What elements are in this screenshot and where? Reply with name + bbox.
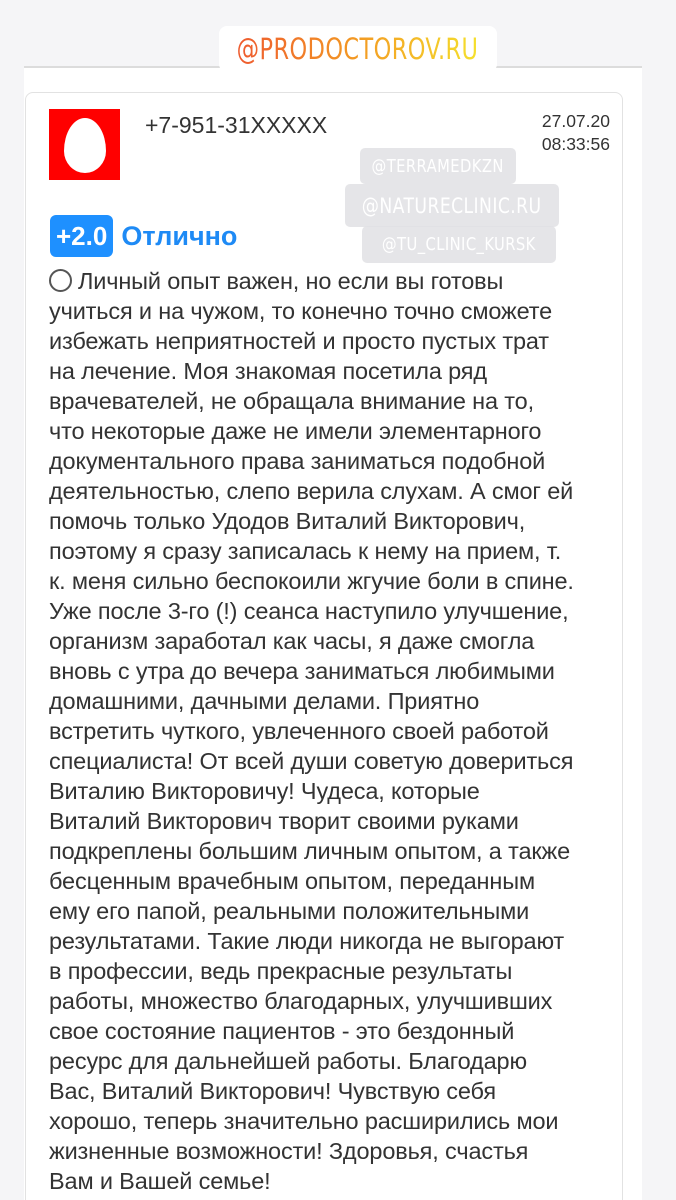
review-line: Вас, Виталий Викторович! Чувствую себя	[49, 1078, 496, 1104]
review-line: специалиста! От всей души советую довериться	[49, 748, 574, 774]
review-line: учиться и на чужом, то конечно точно сможете	[49, 298, 552, 324]
review-line: избежать неприятностей и просто пустых трат	[49, 328, 549, 354]
author-avatar	[49, 109, 120, 180]
watermark-tu-clinic-kursk: @TU_CLINIC_KURSK	[362, 226, 556, 263]
review-line: жизненные возможности! Здоровья, счастья	[49, 1138, 529, 1164]
review-line: что некоторые даже не имели элементарного	[49, 418, 542, 444]
rating-label: Отлично	[121, 220, 238, 251]
review-line: деятельностью, слепо верила слухам. А смог ей	[49, 478, 574, 504]
review-line: свое состояние пациентов - это бездонный	[49, 1018, 515, 1044]
review-line: подкреплены большим личным опытом, а также	[49, 838, 570, 864]
review-line: помочь только Удодов Виталий Викторович,	[49, 508, 526, 534]
review-line: ресурс для дальнейшей работы. Благодарю	[49, 1048, 527, 1074]
review-line: Личный опыт важен, но если вы готовы	[49, 266, 629, 296]
review-line: хорошо, теперь значительно расширились мои	[49, 1108, 559, 1134]
review-line: вновь с утра до вечера заниматься любимыми	[49, 658, 555, 684]
review-line: встретить чуткого, увлеченного своей работой	[49, 718, 549, 744]
review-line: к. меня сильно беспокоили жгучие боли в спине.	[49, 568, 574, 594]
circle-icon	[49, 269, 72, 292]
review-time: 08:33:56	[541, 134, 610, 154]
review-line: организм заработал как часы, я даже смогла	[49, 628, 535, 654]
rating	[50, 215, 237, 257]
author-phone: +7-951-31XXXXX	[145, 112, 328, 138]
egg-logo-icon	[64, 118, 106, 173]
review-line: документального права заниматься подобной	[49, 448, 546, 474]
review-line: результатами. Такие люди никогда не выгорают	[49, 928, 565, 954]
source-label: @PRODOCTOROV.RU	[237, 32, 479, 66]
review-line: врачевателей, не обращала внимание на то,	[49, 388, 534, 414]
review-line: бесценным врачебным опытом, переданным	[49, 868, 535, 894]
review-line: Уже после 3-го (!) сеанса наступило улучшение,	[49, 598, 569, 624]
review-line: в профессии, ведь прекрасные результаты	[49, 958, 513, 984]
review-datetime	[542, 110, 610, 156]
review-text	[49, 266, 629, 1196]
review-line: Виталий Викторович творит своими руками	[49, 808, 519, 834]
review-line: ему его папой, реальными положительными	[49, 898, 530, 924]
review-line: на лечение. Моя знакомая посетила ряд	[49, 358, 487, 384]
review-line: Вам и Вашей семье!	[49, 1168, 271, 1194]
watermark-natureclinic: @NATURECLINIC.RU	[345, 184, 559, 227]
review-line: поэтому я сразу записалась к нему на прием, т.	[49, 538, 562, 564]
review-line: Виталию Викторовичу! Чудеса, которые	[49, 778, 480, 804]
review-date: 27.07.20	[541, 111, 610, 131]
rating-badge: +2.0	[50, 215, 113, 257]
source-tag	[219, 26, 497, 72]
watermark-terramedkzn: @TERRAMEDKZN	[360, 148, 516, 184]
review-line: домашними, дачными делами. Приятно	[49, 688, 480, 714]
review-line: работы, множество благодарных, улучшивших	[49, 988, 553, 1014]
